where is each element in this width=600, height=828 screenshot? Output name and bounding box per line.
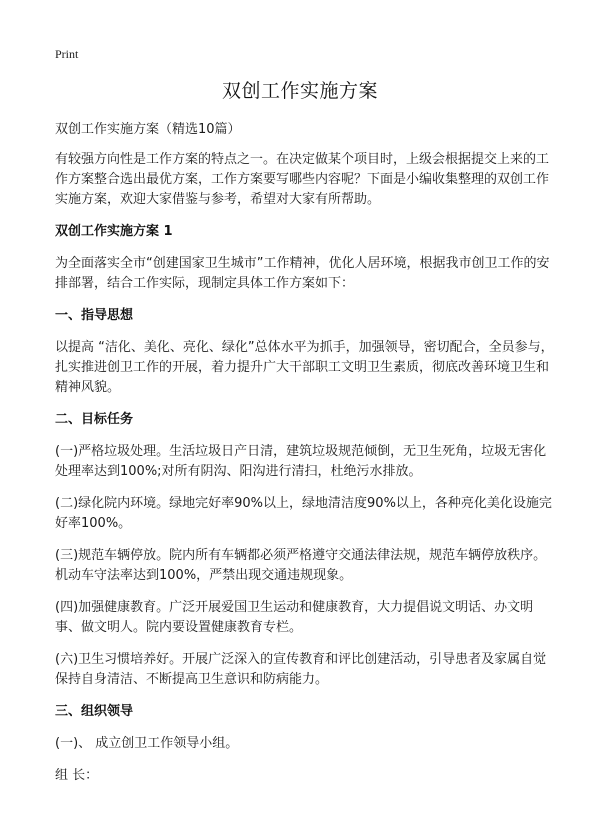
heading-organization: 三、组织领导: [55, 704, 134, 719]
goal-item: (一)严格垃圾处理。生活垃圾日产日清，建筑垃圾规范倾倒，无卫生死角，垃圾无害化处理率达到100%;对所有阴沟、阳沟进行清扫，杜绝污水排放。: [55, 444, 547, 479]
goal-item: (二)绿化院内环境。绿地完好率90%以上，绿地清洁度90%以上，各种亮化美化设施完好率100%。: [55, 496, 552, 531]
document-body: [55, 120, 555, 798]
guiding-paragraph: 以提高 “洁化、美化、亮化、绿化”总体水平为抓手，加强领导，密切配合，全员参与，扎实推进创卫工作的开展，着力提升广大干部职工文明卫生素质，彻底改善环境卫生和精神风貌。: [55, 340, 554, 395]
goal-item: (四)加强健康教育。广泛开展爱国卫生运动和健康教育，大力提倡说文明话、办文明事、做文明人。院内要设置健康教育专栏。: [55, 600, 534, 635]
goal-item: (六)卫生习惯培养好。开展广泛深入的宣传教育和评比创建活动，引导患者及家属自觉保持自身清洁、不断提高卫生意识和防病能力。: [55, 652, 547, 687]
section-intro-paragraph: 为全面落实全市“创建国家卫生城市”工作精神，优化人居环境，根据我市创卫工作的安排部署，结合工作实际，现制定具体工作方案如下：: [55, 256, 550, 291]
heading-goals: 二、目标任务: [55, 412, 134, 427]
document-subtitle: 双创工作实施方案（精选10篇）: [55, 122, 241, 137]
goal-item: (三)规范车辆停放。院内所有车辆都必须严格遵守交通法律法规，规范车辆停放秩序。机动车守法率达到100%，严禁出现交通违规现象。: [55, 548, 547, 583]
intro-paragraph: 有较强方向性是工作方案的特点之一。在决定做某个项目时，上级会根据提交上来的工作方案整合选出最优方案，工作方案要写哪些内容呢？下面是小编收集整理的双创工作实施方案，欢迎大家借鉴与参考，希望对大家有所帮助。: [55, 152, 550, 207]
page-title: 双创工作实施方案: [221, 80, 378, 102]
heading-guiding-principles: 一、指导思想: [55, 308, 134, 323]
org-item: (一)、 成立创卫工作领导小组。: [55, 736, 239, 751]
section-heading: 双创工作实施方案 1: [55, 224, 173, 239]
print-link[interactable]: Print: [55, 47, 79, 61]
org-leader-line: 组 长：: [55, 768, 99, 783]
